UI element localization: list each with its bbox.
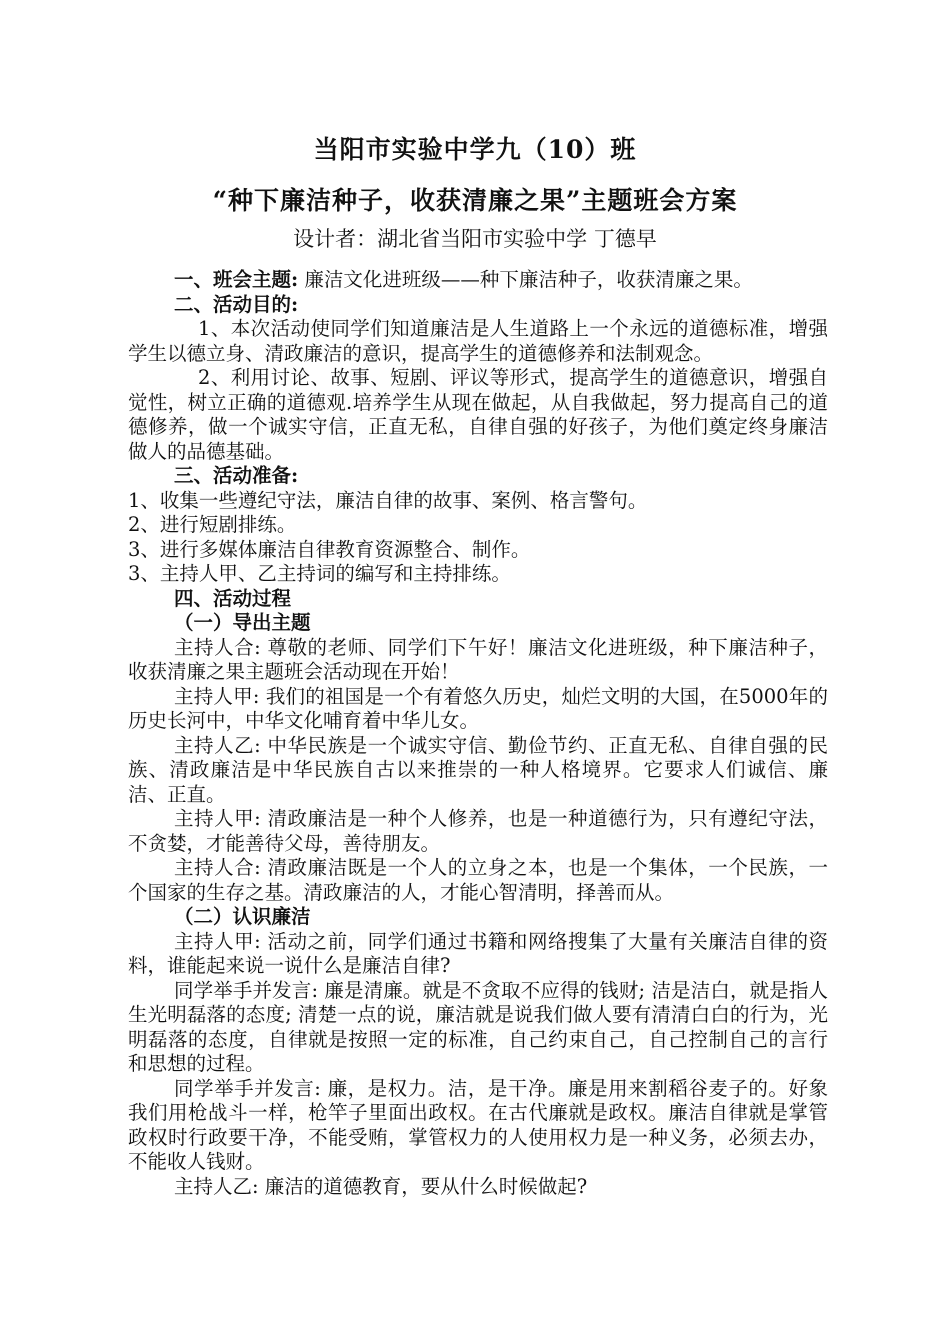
theme-paragraph [128, 268, 828, 293]
document-title: 当阳市实验中学九（10）班 [313, 135, 637, 164]
prep-item-1: 1、收集一些遵纪守法，廉洁自律的故事、案例、格言警句。 [128, 488, 648, 512]
part2-heading: （二）认识廉洁 [174, 905, 311, 928]
paragraph-host-a-3: 主持人甲: 活动之前，同学们通过书籍和网络搜集了大量有关廉洁自律的资料，谁能起来说一说什么是廉洁自律? [128, 929, 828, 977]
paragraph-host-b-2: 主持人乙: 廉洁的道德教育，要从什么时候做起? [174, 1174, 588, 1198]
document-body [128, 268, 828, 1199]
prep-item-3: 3、进行多媒体廉洁自律教育资源整合、制作。 [128, 537, 531, 561]
purpose-heading: 二、活动目的: [174, 292, 299, 316]
paragraph-host-together-2: 主持人合: 清政廉洁既是一个人的立身之本，也是一个集体，一个民族，一个国家的生存之基。清政廉洁的人，才能心智清明，择善而从。 [128, 856, 828, 904]
process-heading: 四、活动过程 [174, 586, 292, 610]
prep-item-2: 2、进行短剧排练。 [128, 513, 297, 536]
theme-heading: 一、班会主题: [174, 268, 299, 291]
paragraph-host-together-1: 主持人合: 尊敬的老师、同学们下午好！廉洁文化进班级，种下廉洁种子，收获清廉之果主题班会活动现在开始！ [128, 635, 828, 683]
paragraph-student-2: 同学举手并发言: 廉，是权力。洁，是干净。廉是用来割稻谷麦子的。好象我们用枪战斗一样，枪竿子里面出政权。在古代廉就是政权。廉洁自律就是掌管政权时行政要干净，不能受贿，掌管权力的人使用权力是一种义务，必须去办，不能收人钱财。 [128, 1076, 828, 1173]
paragraph-host-b-1: 主持人乙: 中华民族是一个诚实守信、勤俭节约、正直无私、自律自强的民族、清政廉洁是中华民族自古以来推崇的一种人格境界。它要求人们诚信、廉洁、正直。 [128, 733, 828, 806]
document-subtitle: “种下廉洁种子，收获清廉之果”主题班会方案 [212, 186, 738, 215]
paragraph-host-a-2: 主持人甲: 清政廉洁是一种个人修养，也是一种道德行为，只有遵纪守法，不贪婪，才能善待父母，善待朋友。 [128, 807, 828, 855]
theme-text: 廉洁文化进班级——种下廉洁种子，收获清廉之果。 [298, 268, 753, 291]
prep-item-4: 3、主持人甲、乙主持词的编写和主持排练。 [128, 562, 511, 585]
purpose-item-1: 1、本次活动使同学们知道廉洁是人生道路上一个永远的道德标准，增强学生以德立身、清政廉洁的意识，提高学生的道德修养和法制观念。 [128, 317, 828, 365]
purpose-item-2: 2、利用讨论、故事、短剧、评议等形式，提高学生的道德意识，增强自觉性，树立正确的道德观.培养学生从现在做起，从自我做起，努力提高自己的道德修养，做一个诚实守信，正直无私，自律自强的好孩子，为他们奠定终身廉洁做人的品德基础。 [128, 366, 828, 463]
part1-heading: （一）导出主题 [174, 611, 311, 634]
paragraph-host-a-1: 主持人甲: 我们的祖国是一个有着悠久历史，灿烂文明的大国，在5000年的历史长河中，中华文化哺育着中华儿女。 [128, 684, 828, 732]
prep-heading: 三、活动准备: [174, 464, 299, 487]
paragraph-student-1: 同学举手并发言: 廉是清廉。就是不贪取不应得的钱财; 洁是洁白，就是指人生光明磊落的态度; 清楚一点的说，廉洁就是说我们做人要有清清白白的行为，光明磊落的态度，自律就是按照一定的标准，自己约束自己，自己控制自己的言行和思想的过程。 [128, 978, 828, 1075]
designer-line: 设计者：湖北省当阳市实验中学 丁德早 [293, 227, 657, 251]
